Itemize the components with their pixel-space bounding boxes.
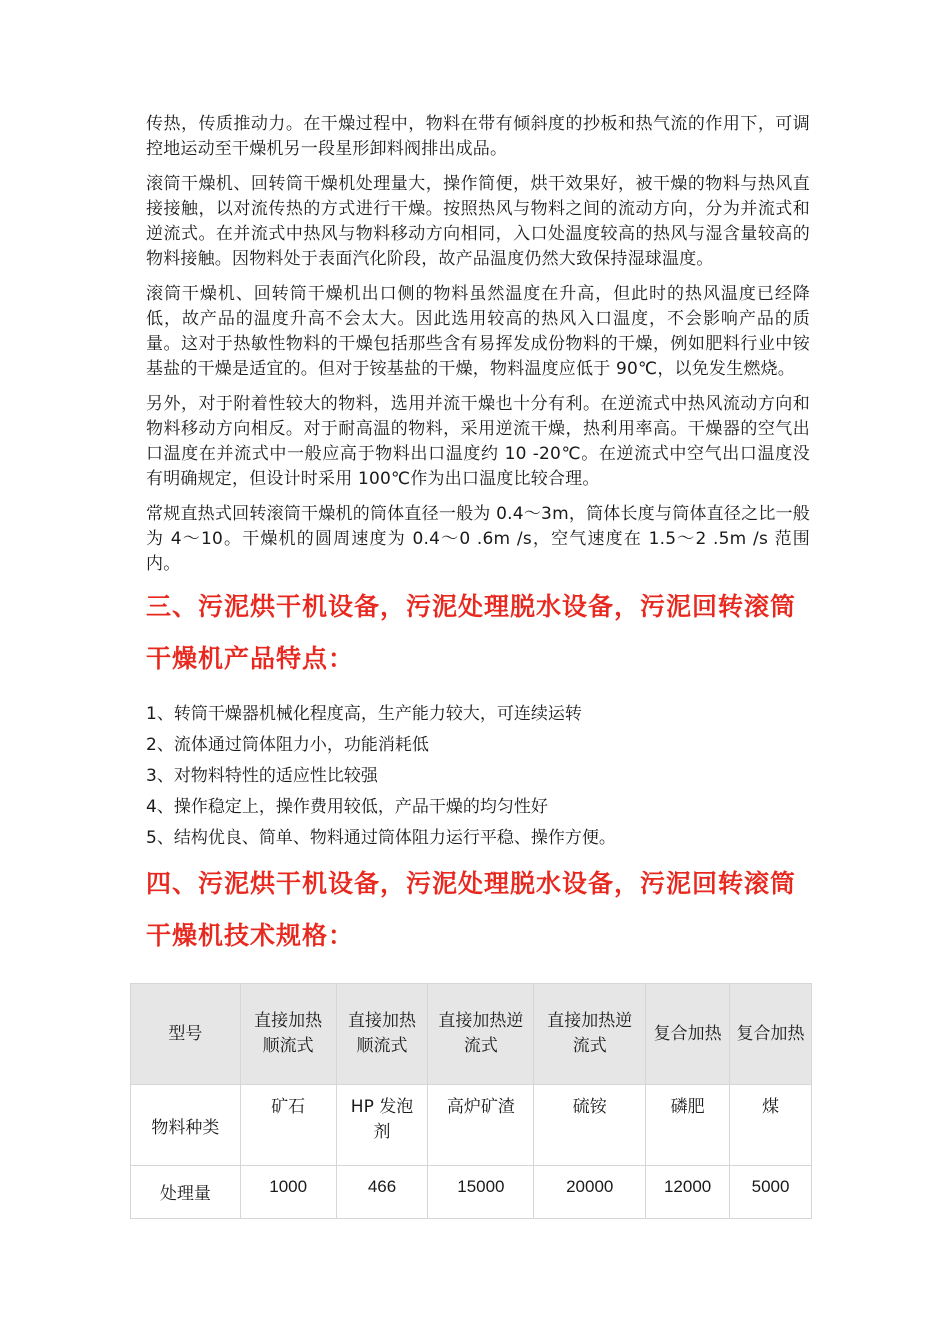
table-cell: 1000 <box>240 1166 336 1219</box>
table-header-cell: 复合加热 <box>730 984 812 1085</box>
table-cell: 煤 <box>730 1085 812 1166</box>
paragraph-5: 常规直热式回转滚筒干燥机的筒体直径一般为 0.4～3m，筒体长度与筒体直径之比一般为 4～10。干燥机的圆周速度为 0.4～0 .6m /s，空气速度在 1.5～2 .5m /s 范围内。 <box>146 504 810 574</box>
table-header-cell: 直接加热逆流式 <box>428 984 534 1085</box>
paragraph-2: 滚筒干燥机、回转筒干燥机处理量大，操作简便，烘干效果好，被干燥的物料与热风直接接触，以对流传热的方式进行干燥。按照热风与物料之间的流动方向，分为并流式和逆流式。在并流式中热风与物料移动方向相同，入口处温度较高的热风与湿含量较高的物料接触。因物料处于表面汽化阶段，故产品温度仍然大致保持湿球温度。 <box>146 174 810 269</box>
table-cell: 466 <box>336 1166 428 1219</box>
feature-item: 1、转筒干燥器机械化程度高，生产能力较大，可连续运转 <box>146 704 582 724</box>
table-header-cell: 直接加热逆流式 <box>534 984 646 1085</box>
document-body <box>146 112 810 962</box>
table-row <box>131 1166 812 1219</box>
table-header-cell: 直接加热顺流式 <box>240 984 336 1085</box>
table-cell: 磷肥 <box>646 1085 730 1166</box>
feature-list <box>146 699 810 854</box>
table-cell: HP 发泡剂 <box>336 1085 428 1166</box>
table-cell: 20000 <box>534 1166 646 1219</box>
table-cell: 15000 <box>428 1166 534 1219</box>
table-header-cell: 型号 <box>131 984 241 1085</box>
table-cell: 12000 <box>646 1166 730 1219</box>
table-cell: 矿石 <box>240 1085 336 1166</box>
table-cell: 高炉矿渣 <box>428 1085 534 1166</box>
feature-item: 4、操作稳定上，操作费用较低，产品干燥的均匀性好 <box>146 797 548 817</box>
feature-item: 5、结构优良、简单、物料通过筒体阻力运行平稳、操作方便。 <box>146 828 616 848</box>
table-header-cell: 直接加热顺流式 <box>336 984 428 1085</box>
paragraph-4: 另外，对于附着性较大的物料，选用并流干燥也十分有利。在逆流式中热风流动方向和物料移动方向相反。对于耐高温的物料，采用逆流干燥，热利用率高。干燥器的空气出口温度在并流式中一般应高于物料出口温度约 10 -20℃。在逆流式中空气出口温度没有明确规定，但设计时采用 100℃作为出口温度比较合理。 <box>146 394 810 489</box>
table-cell: 硫铵 <box>534 1085 646 1166</box>
table-cell: 物料种类 <box>131 1085 241 1166</box>
table-cell: 5000 <box>730 1166 812 1219</box>
table-row <box>131 1085 812 1166</box>
paragraph-1: 传热，传质推动力。在干燥过程中，物料在带有倾斜度的抄板和热气流的作用下，可调控地运动至干燥机另一段星形卸料阀排出成品。 <box>146 114 810 159</box>
spec-table <box>130 983 812 1219</box>
section-4-heading: 四、污泥烘干机设备，污泥处理脱水设备，污泥回转滚筒干燥机技术规格： <box>146 869 797 950</box>
table-cell: 处理量 <box>131 1166 241 1219</box>
feature-item: 3、对物料特性的适应性比较强 <box>146 766 378 786</box>
table-header-cell: 复合加热 <box>646 984 730 1085</box>
feature-item: 2、流体通过筒体阻力小，功能消耗低 <box>146 735 429 755</box>
paragraph-3: 滚筒干燥机、回转筒干燥机出口侧的物料虽然温度在升高，但此时的热风温度已经降低，故产品的温度升高不会太大。因此选用较高的热风入口温度，不会影响产品的质量。这对于热敏性物料的干燥包括那些含有易挥发成份物料的干燥，例如肥料行业中铵基盐的干燥是适宜的。但对于铵基盐的干燥，物料温度应低于 90℃，以免发生燃烧。 <box>146 284 810 379</box>
section-3-heading: 三、污泥烘干机设备，污泥处理脱水设备，污泥回转滚筒干燥机产品特点： <box>146 592 797 673</box>
table-header-row <box>131 984 812 1085</box>
